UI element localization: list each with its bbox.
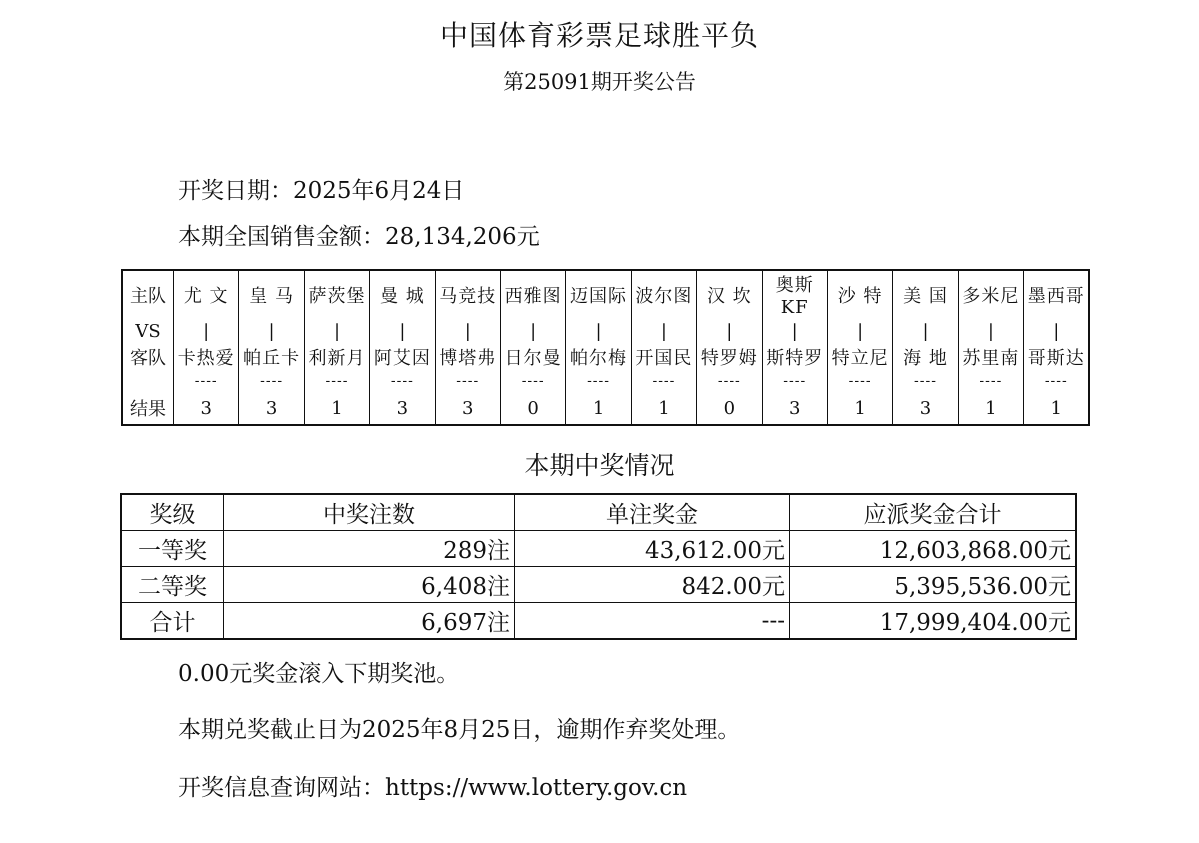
- prize-total: 17,999,404.00元: [790, 603, 1077, 640]
- prize-per-bet: ---: [515, 603, 790, 640]
- match-vs-bar: |: [304, 318, 369, 344]
- match-separator: ----: [435, 370, 500, 392]
- match-result: 3: [239, 392, 304, 425]
- page-subtitle: 第25091期开奖公告: [503, 70, 696, 94]
- prize-level: 合计: [121, 603, 224, 640]
- match-result: 3: [174, 392, 239, 425]
- match-away-team: 日尔曼: [500, 344, 565, 370]
- row-label-home: 主队: [122, 270, 174, 318]
- match-home-team: 奥斯KF: [762, 270, 827, 318]
- match-vs-bar: |: [762, 318, 827, 344]
- row-label-vs: VS: [122, 318, 174, 344]
- column-header-count: 中奖注数: [224, 494, 515, 531]
- match-away-team: 博塔弗: [435, 344, 500, 370]
- match-home-team: 墨西哥: [1027, 285, 1085, 307]
- match-result: 3: [370, 392, 435, 425]
- match-results-table: [121, 269, 1090, 426]
- draw-date: 开奖日期：2025年6月24日: [178, 178, 465, 204]
- match-home-team: 迈国际: [566, 270, 631, 318]
- match-away-team: 阿艾因: [370, 344, 435, 370]
- match-vs-bar: |: [500, 318, 565, 344]
- row-label-result: 结果: [122, 392, 174, 425]
- away-team-row: [122, 344, 1089, 370]
- match-separator: ----: [762, 370, 827, 392]
- match-away-team: 利新月: [304, 344, 369, 370]
- match-vs-bar: |: [370, 318, 435, 344]
- prize-level: 二等奖: [121, 567, 224, 603]
- prize-row: [121, 531, 1076, 567]
- deadline-note: 本期兑奖截止日为2025年8月25日，逾期作弃奖处理。: [178, 717, 741, 743]
- match-separator: ----: [370, 370, 435, 392]
- match-result: 0: [697, 392, 762, 425]
- match-home-team: 多米尼: [958, 270, 1023, 318]
- match-vs-bar: |: [435, 318, 500, 344]
- match-separator: ----: [174, 370, 239, 392]
- match-away-team: 特罗姆: [697, 344, 762, 370]
- match-separator: ----: [827, 370, 892, 392]
- match-away-team: 帕尔梅: [566, 344, 631, 370]
- match-vs-bar: |: [827, 318, 892, 344]
- match-away-team: 卡热爱: [174, 344, 239, 370]
- prize-level: 一等奖: [121, 531, 224, 567]
- prize-per-bet: 43,612.00元: [515, 531, 790, 567]
- match-home-team: 皇 马: [239, 270, 304, 318]
- match-away-team: 斯特罗: [762, 344, 827, 370]
- match-vs-bar: |: [697, 318, 762, 344]
- match-away-team: 海 地: [893, 344, 958, 370]
- match-result: 3: [893, 392, 958, 425]
- match-result: 1: [566, 392, 631, 425]
- prize-row: [121, 603, 1076, 640]
- prize-count: 6,697注: [224, 603, 515, 640]
- separator-row: [122, 370, 1089, 392]
- match-away-team: 开国民: [631, 344, 696, 370]
- match-result: 1: [827, 392, 892, 425]
- prize-row: [121, 567, 1076, 603]
- match-home-team: 美 国: [893, 270, 958, 318]
- match-separator: ----: [893, 370, 958, 392]
- column-header-per-bet: 单注奖金: [515, 494, 790, 531]
- match-vs-bar: |: [631, 318, 696, 344]
- website-note: 开奖信息查询网站：https://www.lottery.gov.cn: [178, 775, 688, 801]
- match-vs-bar: |: [174, 318, 239, 344]
- vs-row: [122, 318, 1089, 344]
- match-away-team: 帕丘卡: [239, 344, 304, 370]
- prize-count: 289注: [224, 531, 515, 567]
- match-home-team: 汉 坎: [697, 270, 762, 318]
- match-result: 0: [500, 392, 565, 425]
- match-separator: ----: [500, 370, 565, 392]
- sales-amount: 本期全国销售金额：28,134,206元: [178, 224, 540, 250]
- match-away-team: 哥斯达: [1027, 348, 1085, 369]
- match-separator: ----: [958, 370, 1023, 392]
- match-away-team: 苏里南: [958, 344, 1023, 370]
- home-team-row: [122, 270, 1089, 318]
- match-result: 1: [304, 392, 369, 425]
- column-header-level: 奖级: [121, 494, 224, 531]
- prize-total: 12,603,868.00元: [790, 531, 1077, 567]
- match-away-team: 特立尼: [827, 344, 892, 370]
- match-separator: ----: [239, 370, 304, 392]
- match-home-team: 马竞技: [435, 270, 500, 318]
- rollover-note: 0.00元奖金滚入下期奖池。: [178, 661, 460, 687]
- match-vs-bar: |: [1053, 320, 1060, 342]
- match-home-team: 尤 文: [174, 270, 239, 318]
- match-result: 1: [1050, 397, 1062, 419]
- prize-table: [120, 493, 1077, 640]
- match-vs-bar: |: [893, 318, 958, 344]
- result-row: [122, 392, 1089, 425]
- page-title: 中国体育彩票足球胜平负: [439, 19, 759, 52]
- match-separator: ----: [304, 370, 369, 392]
- prize-count: 6,408注: [224, 567, 515, 603]
- prize-per-bet: 842.00元: [515, 567, 790, 603]
- match-result: 1: [958, 392, 1023, 425]
- row-label-away: 客队: [122, 344, 174, 370]
- row-label-separator: [122, 370, 174, 392]
- match-separator: ----: [1044, 373, 1068, 389]
- prize-total: 5,395,536.00元: [790, 567, 1077, 603]
- match-separator: ----: [631, 370, 696, 392]
- match-vs-bar: |: [958, 318, 1023, 344]
- column-header-total: 应派奖金合计: [790, 494, 1077, 531]
- match-separator: ----: [697, 370, 762, 392]
- match-result: 3: [435, 392, 500, 425]
- prize-section-heading: 本期中奖情况: [524, 451, 675, 480]
- match-home-team: 沙 特: [827, 270, 892, 318]
- match-vs-bar: |: [239, 318, 304, 344]
- match-home-team: 萨茨堡: [304, 270, 369, 318]
- match-result: 1: [631, 392, 696, 425]
- match-home-team: 西雅图: [500, 270, 565, 318]
- match-result: 3: [762, 392, 827, 425]
- match-home-team: 波尔图: [631, 270, 696, 318]
- match-home-team: 曼 城: [370, 270, 435, 318]
- match-vs-bar: |: [566, 318, 631, 344]
- prize-header-row: [121, 494, 1076, 531]
- match-separator: ----: [566, 370, 631, 392]
